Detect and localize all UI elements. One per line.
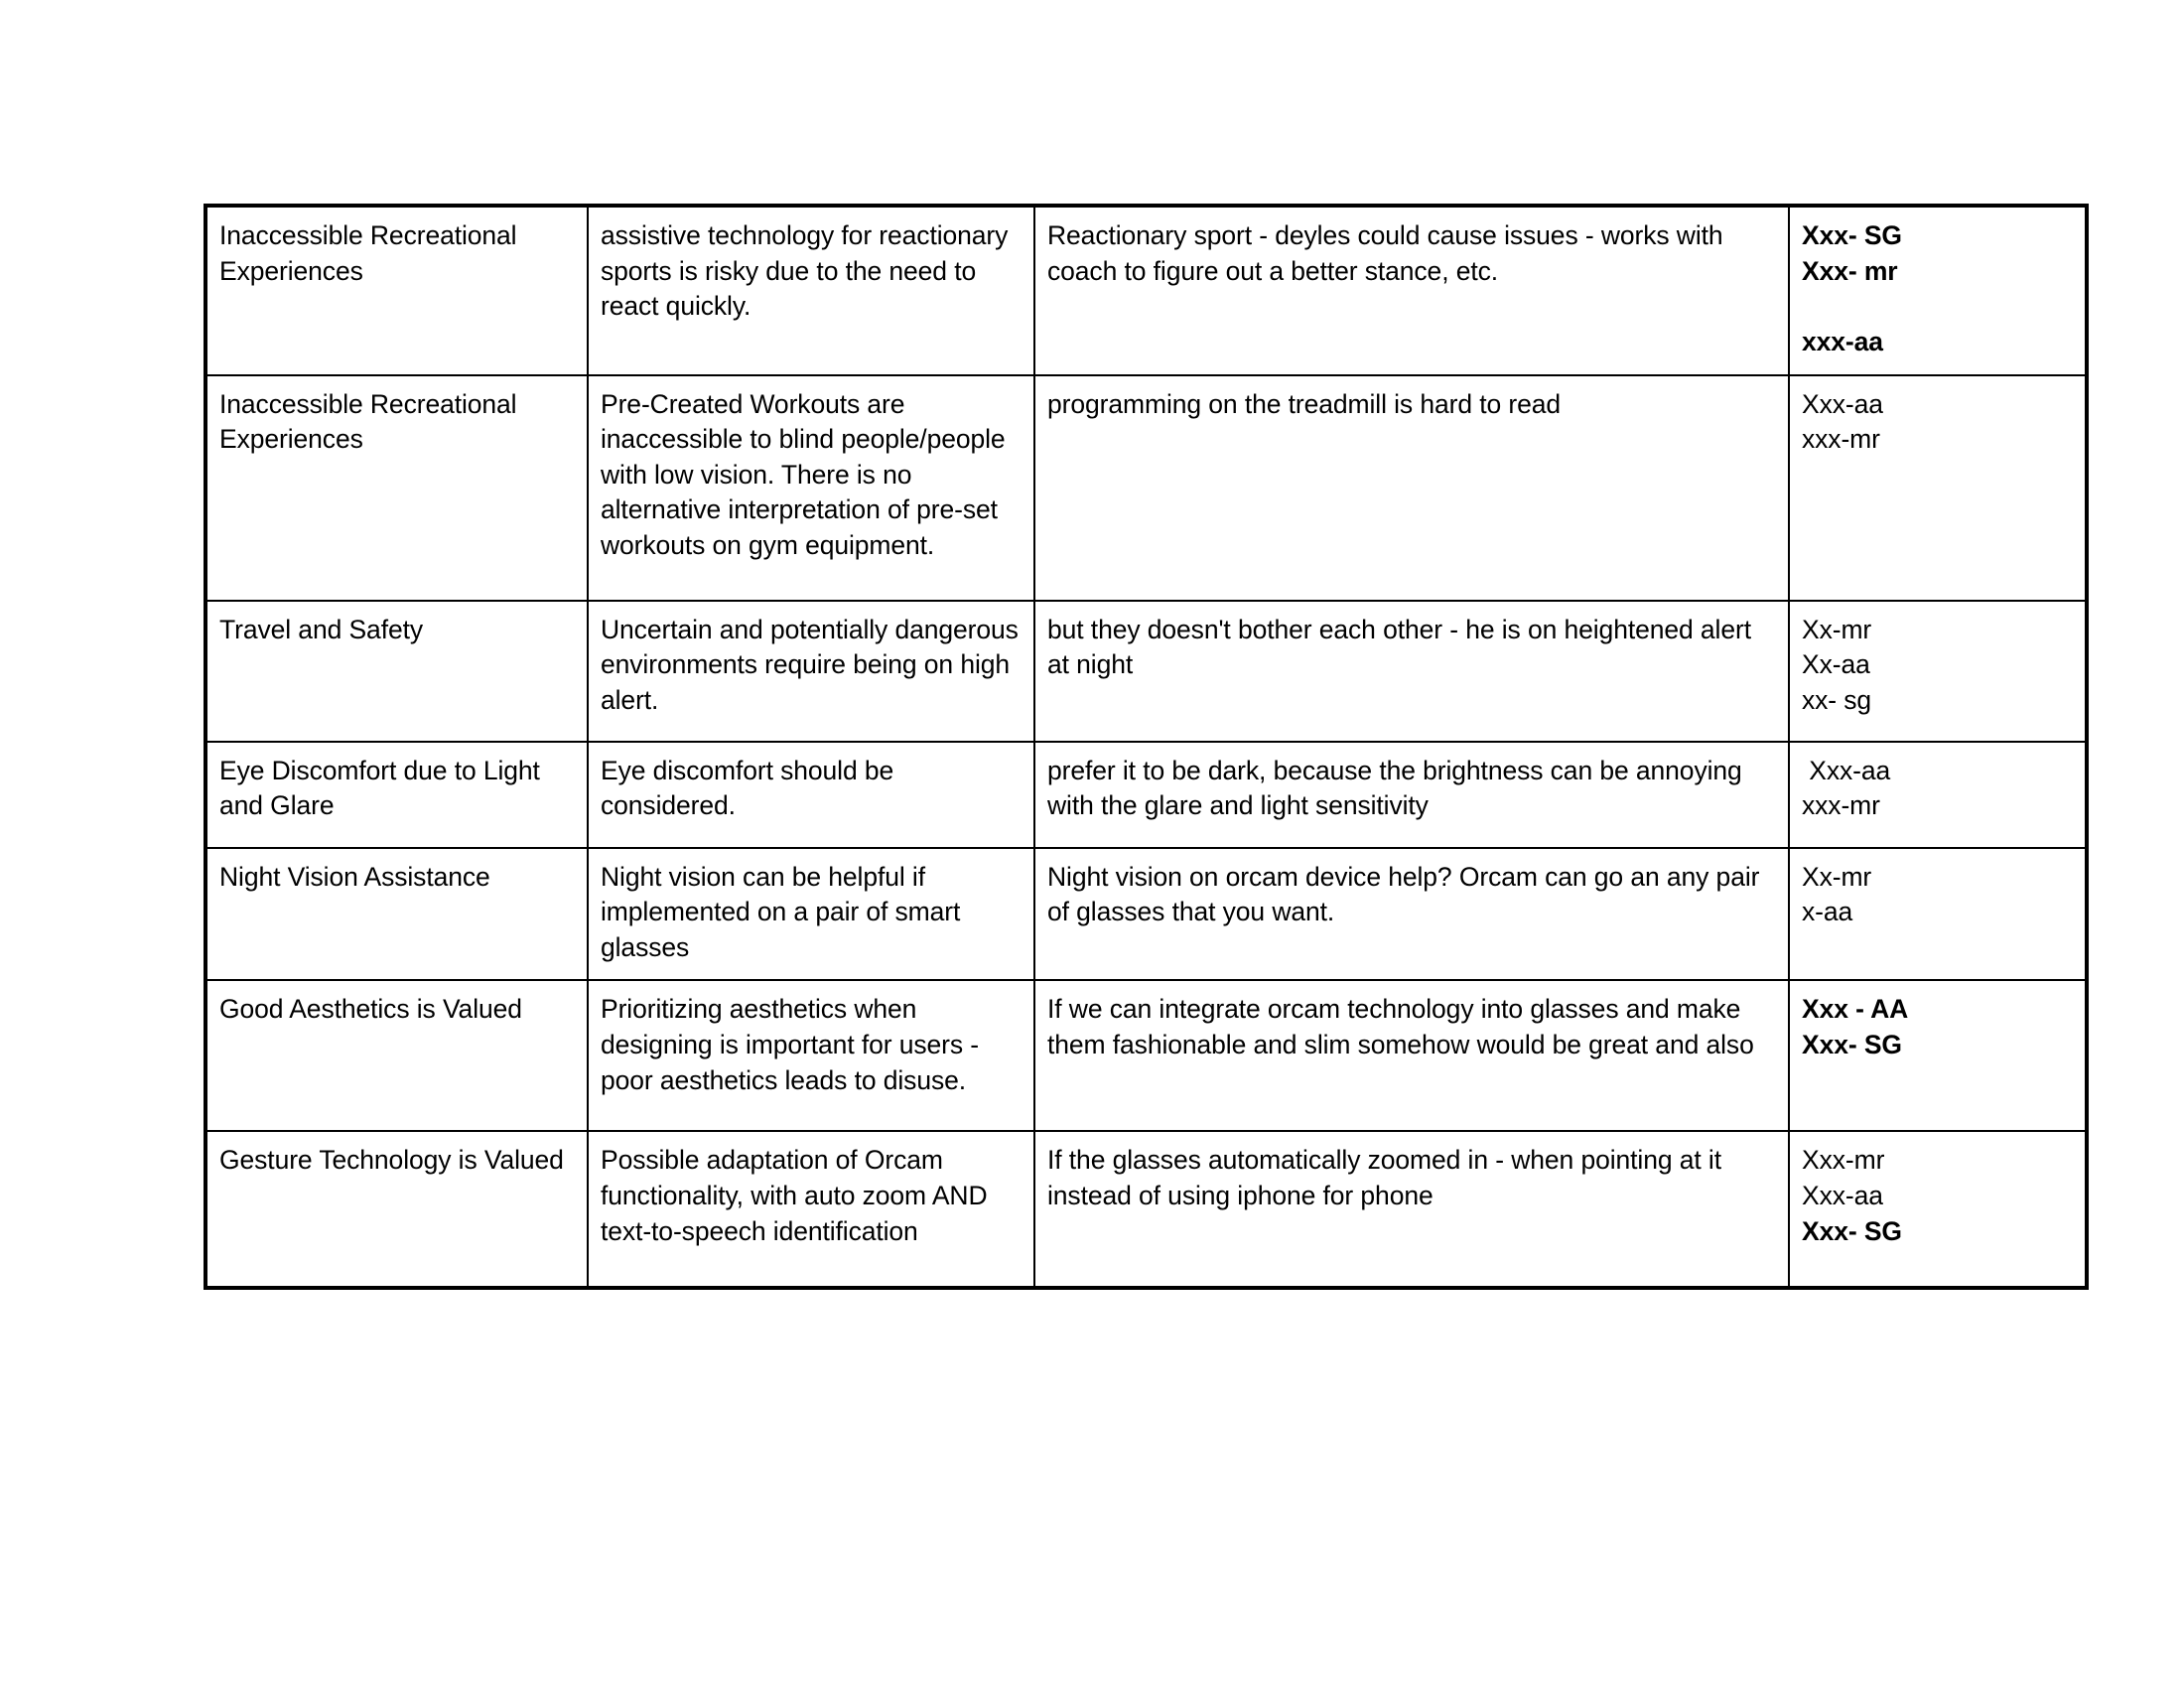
codes-cell (1789, 742, 2087, 848)
insight-cell: Pre-Created Workouts are inaccessible to blind people/people with low vision. There is no alternative interpretation of pre-set workouts on gym equipment. (588, 375, 1034, 601)
code-line: Xxx- SG (1802, 1030, 1902, 1060)
table-body (205, 206, 2087, 1288)
table-row (205, 1131, 2087, 1288)
codes-list (1802, 1143, 2075, 1249)
code-line: Xxx-mr (1802, 1145, 1885, 1176)
codes-list (1802, 613, 2075, 719)
code-line: Xxx-aa (1802, 388, 1883, 419)
codes-cell (1789, 601, 2087, 742)
code-line: Xx-mr (1802, 614, 1872, 644)
code-line: Xxx-aa (1802, 1181, 1883, 1211)
coding-table (204, 204, 2089, 1290)
code-line: x-aa (1802, 897, 1853, 927)
insight-cell: assistive technology for reactionary sports is risky due to the need to react quickly. (588, 206, 1034, 375)
codes-cell (1789, 206, 2087, 375)
code-line: Xxx - AA (1802, 994, 1909, 1025)
quote-cell: programming on the treadmill is hard to read (1034, 375, 1789, 601)
insight-cell: Possible adaptation of Orcam functionality, with auto zoom AND text-to-speech identification (588, 1131, 1034, 1288)
table-row (205, 742, 2087, 848)
coding-table-container (204, 204, 2085, 1290)
table-row (205, 601, 2087, 742)
codes-list (1802, 218, 2075, 360)
quote-cell: but they doesn't bother each other - he is on heightened alert at night (1034, 601, 1789, 742)
code-line: Xx-mr (1802, 861, 1872, 892)
codes-list (1802, 860, 2075, 930)
theme-cell: Inaccessible Recreational Experiences (205, 375, 588, 601)
theme-cell: Gesture Technology is Valued (205, 1131, 588, 1288)
code-line: Xxx- mr (1802, 255, 1898, 286)
table-row (205, 848, 2087, 981)
codes-cell (1789, 848, 2087, 981)
code-line: Xxx- SG (1802, 1215, 1902, 1246)
theme-cell: Inaccessible Recreational Experiences (205, 206, 588, 375)
code-line: xxx-aa (1802, 326, 1883, 356)
insight-cell: Eye discomfort should be considered. (588, 742, 1034, 848)
code-line: xx- sg (1802, 684, 1872, 715)
insight-cell: Uncertain and potentially dangerous environments require being on high alert. (588, 601, 1034, 742)
theme-cell: Good Aesthetics is Valued (205, 980, 588, 1131)
codes-list (1802, 754, 2075, 824)
table-row (205, 980, 2087, 1131)
quote-cell: Night vision on orcam device help? Orcam can go an any pair of glasses that you want. (1034, 848, 1789, 981)
codes-list (1802, 387, 2075, 458)
quote-cell: prefer it to be dark, because the brightness can be annoying with the glare and light sensitivity (1034, 742, 1789, 848)
code-line: Xxx-aa (1802, 755, 1891, 785)
codes-cell (1789, 375, 2087, 601)
quote-cell: If the glasses automatically zoomed in - when pointing at it instead of using iphone for phone (1034, 1131, 1789, 1288)
code-line: xxx-mr (1802, 790, 1880, 821)
quote-cell: Reactionary sport - deyles could cause issues - works with coach to figure out a better stance, etc. (1034, 206, 1789, 375)
theme-cell: Eye Discomfort due to Light and Glare (205, 742, 588, 848)
codes-cell (1789, 980, 2087, 1131)
theme-cell: Travel and Safety (205, 601, 588, 742)
code-line: xxx-mr (1802, 424, 1880, 455)
code-line: Xx-aa (1802, 649, 1870, 680)
codes-list (1802, 992, 2075, 1062)
table-row (205, 375, 2087, 601)
theme-cell: Night Vision Assistance (205, 848, 588, 981)
table-row (205, 206, 2087, 375)
codes-cell (1789, 1131, 2087, 1288)
code-line (1802, 289, 2075, 325)
insight-cell: Night vision can be helpful if implemented on a pair of smart glasses (588, 848, 1034, 981)
code-line: Xxx- SG (1802, 220, 1902, 250)
insight-cell: Prioritizing aesthetics when designing is important for users - poor aesthetics leads to disuse. (588, 980, 1034, 1131)
quote-cell: If we can integrate orcam technology into glasses and make them fashionable and slim somehow would be great and also (1034, 980, 1789, 1131)
